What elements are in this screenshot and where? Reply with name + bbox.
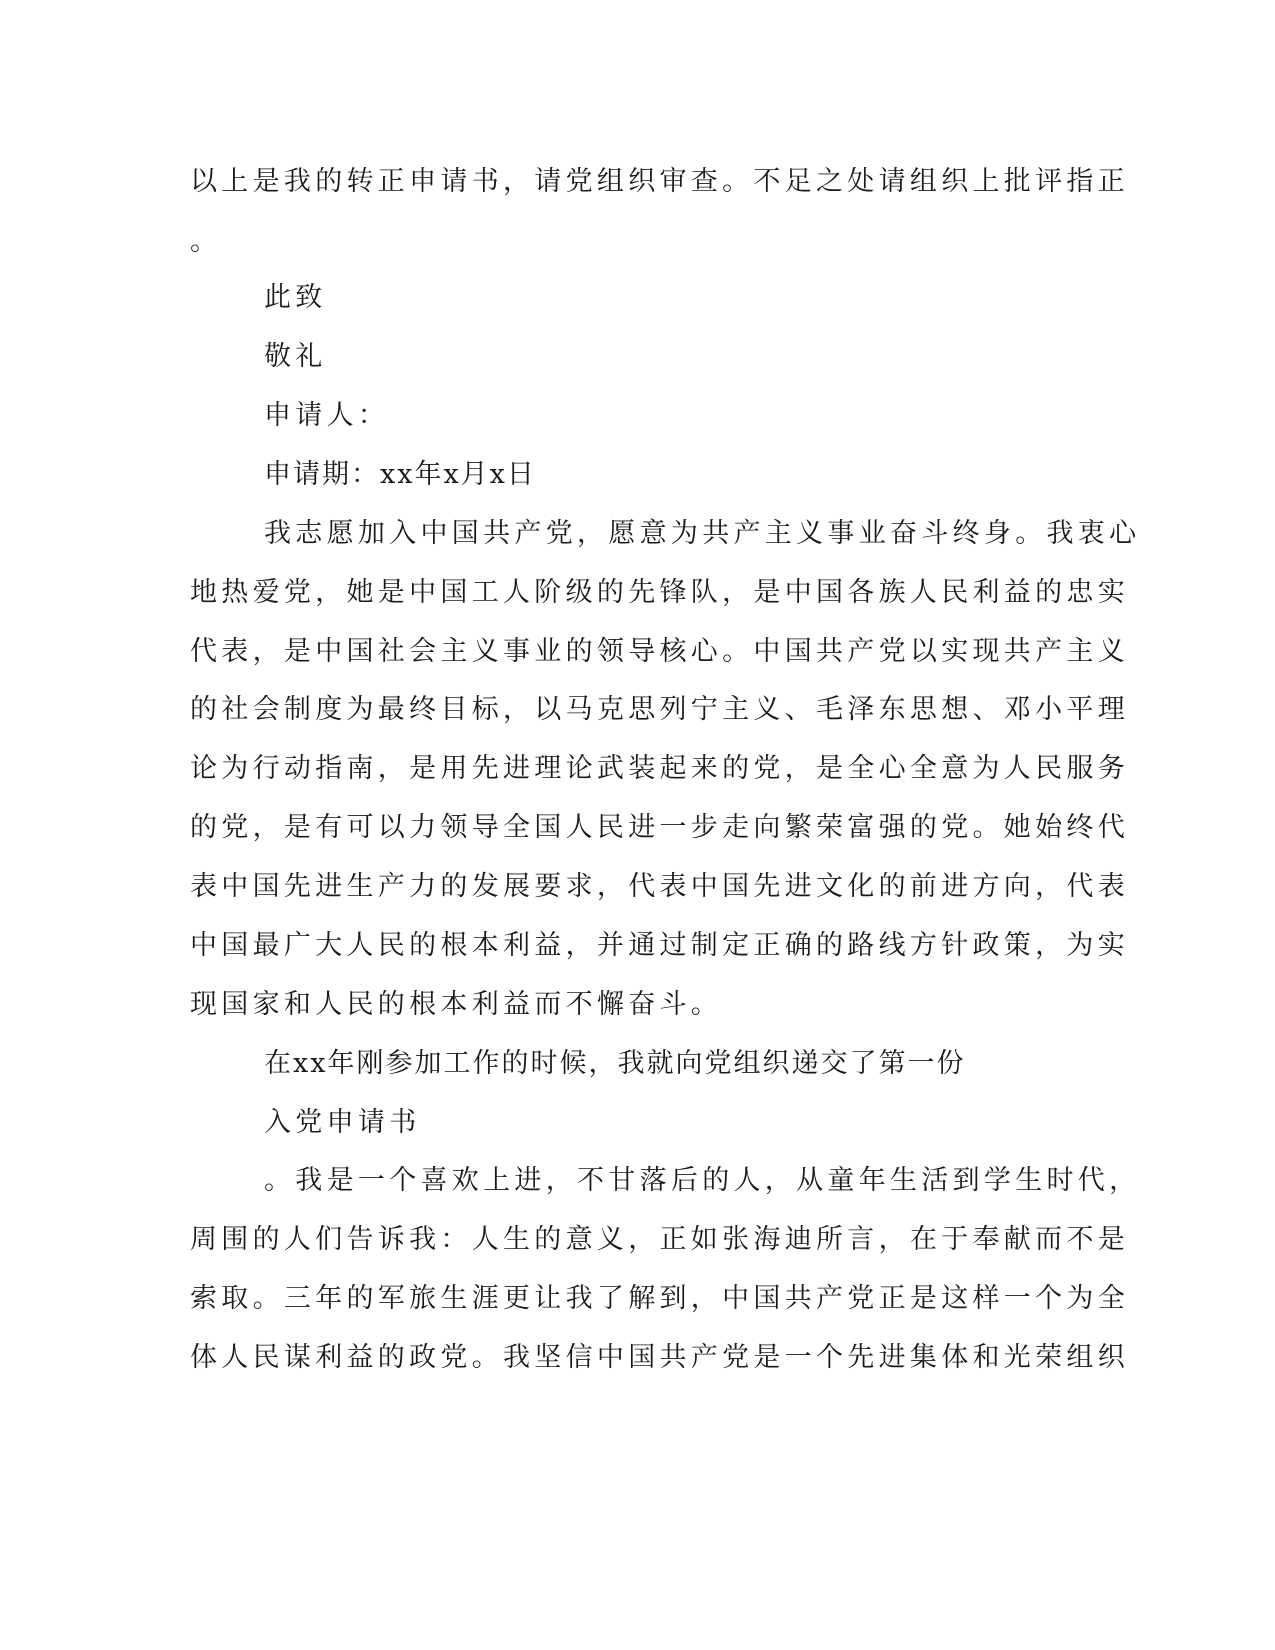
text-line: 论为行动指南，是用先进理论武装起来的党，是全心全意为人民服务 xyxy=(190,753,1129,784)
application-date: 申请期：xx年x月x日 xyxy=(264,459,536,490)
text-line: 我志愿加入中国共产党，愿意为共产主义事业奋斗终身。我衷心 xyxy=(264,518,1141,549)
text-line: 中国最广大人民的根本利益，并通过制定正确的路线方针政策，为实 xyxy=(190,930,1129,961)
closing-regards: 敬礼 xyxy=(264,341,327,372)
text-line: 表中国先进生产力的发展要求，代表中国先进文化的前进方向，代表 xyxy=(190,871,1129,902)
text-line: 以上是我的转正申请书，请党组织审查。不足之处请组织上批评指正 xyxy=(190,166,1129,197)
text-line: 。我是一个喜欢上进，不甘落后的人，从童年生活到学生时代， xyxy=(264,1165,1141,1196)
text-line: 索取。三年的军旅生涯更让我了解到，中国共产党正是这样一个为全 xyxy=(190,1283,1129,1314)
applicant-label: 申请人： xyxy=(264,400,390,431)
text-line: 周围的人们告诉我：人生的意义，正如张海迪所言，在于奉献而不是 xyxy=(190,1224,1129,1255)
text-line: 的社会制度为最终目标，以马克思列宁主义、毛泽东思想、邓小平理 xyxy=(190,694,1129,725)
text-line: 体人民谋利益的政党。我坚信中国共产党是一个先进集体和光荣组织 xyxy=(190,1342,1129,1373)
text-line: 。 xyxy=(190,226,222,257)
closing-salutation: 此致 xyxy=(264,282,327,313)
text-line: 现国家和人民的根本利益而不懈奋斗。 xyxy=(190,989,723,1020)
text-line: 地热爱党，她是中国工人阶级的先锋队，是中国各族人民利益的忠实 xyxy=(190,577,1129,608)
text-line: 的党，是有可以力领导全国人民进一步走向繁荣富强的党。她始终代 xyxy=(190,812,1129,843)
text-line: 入党申请书 xyxy=(264,1107,421,1138)
text-line: 在xx年刚参加工作的时候，我就向党组织递交了第一份 xyxy=(264,1048,966,1079)
text-line: 代表，是中国社会主义事业的领导核心。中国共产党以实现共产主义 xyxy=(190,636,1129,667)
